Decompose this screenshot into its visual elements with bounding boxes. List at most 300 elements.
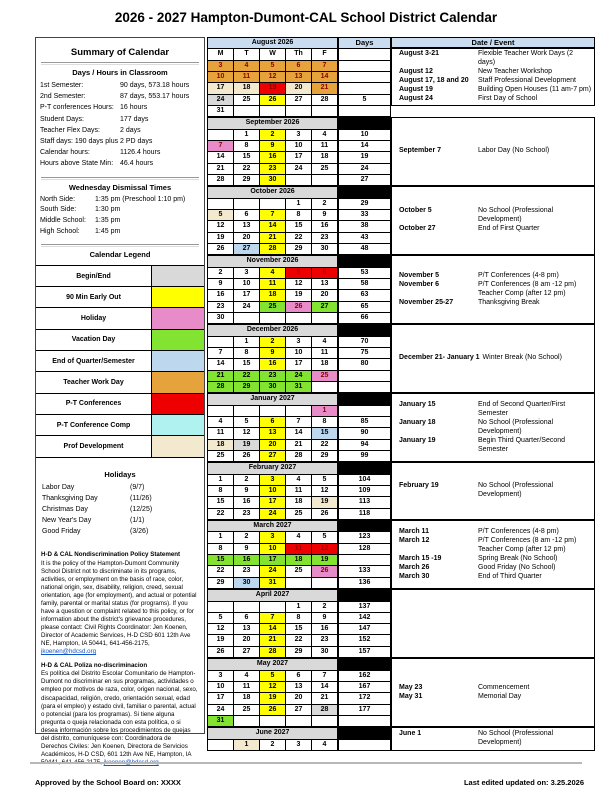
- day-cell: 5: [234, 417, 260, 428]
- month-calendar: [207, 117, 338, 186]
- month-title: June 2027: [208, 728, 338, 739]
- day-cell: 22: [208, 566, 234, 577]
- week-count-cell: 14: [338, 141, 391, 152]
- week-count-cell: 157: [338, 647, 391, 658]
- day-cell: [286, 175, 312, 186]
- days-column: [338, 255, 391, 324]
- day-cell: 18: [208, 440, 234, 451]
- day-cell: 2: [260, 130, 286, 141]
- dismissal-label: North Side:: [40, 195, 76, 203]
- event-description: Flexible Teacher Work Days (2 days): [478, 50, 574, 67]
- day-cell: 14: [260, 221, 286, 232]
- month-calendar: [207, 658, 338, 727]
- day-cell: 10: [260, 544, 286, 555]
- summary-rows: [36, 80, 204, 170]
- approved-text: Approved by the School Board on: XXXX: [35, 778, 181, 787]
- week-count-cell: 80: [338, 359, 391, 370]
- event-row: [399, 546, 592, 555]
- day-cell: 15: [286, 624, 312, 635]
- day-cell: 4: [312, 130, 338, 141]
- week-count-cell: 29: [338, 199, 391, 210]
- week-count-cell: 172: [338, 693, 391, 704]
- day-cell: 19: [208, 233, 234, 244]
- day-cell: 27: [234, 244, 260, 255]
- day-cell: 29: [312, 451, 338, 462]
- day-cell: 20: [286, 693, 312, 704]
- day-cell: 26: [234, 451, 260, 462]
- month-section: [207, 255, 595, 324]
- events-column: [391, 324, 595, 393]
- day-cell: 12: [208, 221, 234, 232]
- holiday-row: [36, 504, 204, 515]
- month-section: [207, 462, 595, 520]
- day-cell: 8: [208, 544, 234, 555]
- day-cell: 23: [234, 509, 260, 520]
- week-count-cell: 19: [338, 152, 391, 163]
- legend-label: Prof Development: [36, 436, 152, 456]
- day-cell: 4: [286, 475, 312, 486]
- week-count-cell: 58: [338, 279, 391, 290]
- divider: [41, 62, 199, 65]
- day-cell: 30: [260, 175, 286, 186]
- day-cell: 31: [286, 382, 312, 393]
- week-count-cell: 177: [338, 705, 391, 716]
- dismissal-row: [36, 205, 204, 216]
- policy-en: [36, 551, 204, 656]
- holiday-row: [36, 493, 204, 504]
- event-description: Commencement: [478, 683, 530, 691]
- week-count-cell: 137: [338, 602, 391, 613]
- day-cell: 8: [312, 417, 338, 428]
- page-title: 2026 - 2027 Hampton-Dumont-CAL School District Calendar: [114, 10, 498, 25]
- summary-row: [36, 102, 204, 113]
- event-description: Thanksgiving Break: [478, 298, 540, 306]
- event-row: [399, 50, 592, 68]
- event-row: [399, 207, 592, 225]
- holidays-heading: Holidays: [104, 469, 136, 479]
- day-cell: [260, 106, 286, 117]
- day-cell: 10: [286, 141, 312, 152]
- day-cell: 7: [260, 613, 286, 624]
- policy-es: [36, 662, 204, 767]
- day-cell: [286, 313, 312, 324]
- day-cell: [286, 406, 312, 417]
- event-description: No School (Professional Development): [478, 730, 554, 747]
- legend-row: [36, 415, 204, 436]
- events-column: [391, 255, 595, 324]
- days-column-spacer: [338, 521, 391, 532]
- holiday-row: [36, 526, 204, 537]
- day-cell: 9: [312, 613, 338, 624]
- day-cell: 22: [208, 509, 234, 520]
- day-cell: 3: [260, 532, 286, 543]
- event-row: [399, 528, 592, 537]
- day-cell: 3: [208, 671, 234, 682]
- week-count-cell: 63: [338, 290, 391, 301]
- day-cell: 25: [208, 451, 234, 462]
- day-cell: 19: [260, 83, 286, 94]
- day-cell: 1: [208, 475, 234, 486]
- day-cell: 14: [208, 152, 234, 163]
- month-calendar: [207, 589, 338, 658]
- event-date: October 27: [399, 225, 436, 233]
- event-row: [399, 354, 592, 363]
- event-row: [399, 225, 592, 234]
- summary-row: [36, 136, 204, 147]
- day-cell: 7: [208, 348, 234, 359]
- day-cell: [260, 716, 286, 727]
- month-title: September 2026: [208, 118, 338, 129]
- legend-label: Vacation Day: [36, 330, 152, 350]
- event-description: P/T Conferences (4-8 pm): [478, 527, 559, 535]
- day-cell: 1: [208, 532, 234, 543]
- day-cell: 6: [312, 268, 338, 279]
- legend-row: [36, 266, 204, 287]
- day-cell: 25: [234, 95, 260, 106]
- event-description: First Day of School: [478, 95, 538, 103]
- day-cell: 26: [312, 566, 338, 577]
- day-cell: 12: [208, 624, 234, 635]
- week-count-cell: 38: [338, 221, 391, 232]
- day-cell: 20: [260, 440, 286, 451]
- summary-value: 16 hours: [120, 104, 148, 112]
- day-cell: 30: [234, 578, 260, 589]
- day-cell: 21: [208, 164, 234, 175]
- day-cell: 1: [286, 199, 312, 210]
- dismissal-value: 1:45 pm: [95, 228, 121, 236]
- day-cell: 9: [234, 544, 260, 555]
- day-cell: 17: [260, 555, 286, 566]
- day-cell: [286, 106, 312, 117]
- day-cell: 30: [312, 244, 338, 255]
- day-cell: 9: [234, 486, 260, 497]
- policy-en-body: It is the policy of the Hampton-Dumont Community School District not to discriminate in its programs, activities, or employment on the basis of race, color, national origin, sex, disability, religion, creed, sexual orientation, age (for employment), and actual or potential family, parental or marital status (for programs). If you have a question or complaint related to this policy, or for information about the district's grievance procedures, please contact: Civil Rights Coordinator: Jen Koenen, Director of Academic Services, H-D CSD 601 12th Ave NE, Hampton, IA 50441, 641-456-2175,: [41, 559, 197, 648]
- summary-row: [36, 80, 204, 91]
- event-row: [399, 290, 592, 299]
- event-description: Labor Day (No School): [478, 147, 550, 155]
- day-cell: [234, 199, 260, 210]
- event-date: November 5: [399, 271, 440, 279]
- day-cell: 1: [234, 337, 260, 348]
- day-cell: 15: [208, 555, 234, 566]
- event-date: September 7: [399, 147, 442, 155]
- event-row: [399, 482, 592, 500]
- day-cell: 4: [234, 671, 260, 682]
- day-cell: 4: [234, 61, 260, 72]
- month-section: [207, 324, 595, 393]
- day-cell: 10: [260, 486, 286, 497]
- day-cell: 7: [208, 141, 234, 152]
- day-cell: 5: [260, 671, 286, 682]
- event-description: End of Second Quarter/First Semester: [478, 401, 566, 418]
- policy-en-email-link[interactable]: jkoenen@hdcsd.org: [41, 648, 97, 656]
- legend-color-swatch: [152, 330, 204, 350]
- day-cell: 5: [286, 268, 312, 279]
- events-column: [391, 393, 595, 462]
- day-cell: [312, 716, 338, 727]
- week-count-cell: [338, 49, 391, 60]
- month-events-box: [391, 393, 595, 462]
- day-cell: [260, 602, 286, 613]
- week-count-cell: 90: [338, 428, 391, 439]
- event-date: November 6: [399, 280, 440, 288]
- day-cell: 6: [234, 210, 260, 221]
- month-section: [207, 589, 595, 658]
- day-cell: 16: [260, 152, 286, 163]
- event-date: March 12: [399, 536, 430, 544]
- day-cell: 11: [234, 72, 260, 83]
- day-cell: 14: [260, 624, 286, 635]
- month-events-box: [391, 186, 595, 255]
- event-date: March 15 -19: [399, 554, 442, 562]
- summary-value: 2 days: [120, 126, 141, 134]
- event-description: Teacher Comp (after 12 pm): [478, 545, 566, 553]
- week-count-cell: 85: [338, 417, 391, 428]
- legend-color-swatch: [152, 415, 204, 435]
- holiday-date: (11/26): [130, 494, 152, 502]
- event-description: Spring Break (No School): [478, 554, 558, 562]
- holiday-name: Good Friday: [42, 528, 81, 536]
- day-cell: 23: [208, 302, 234, 313]
- legend-row: [36, 308, 204, 329]
- month-events-box: [391, 48, 595, 106]
- day-cell: 4: [260, 268, 286, 279]
- day-cell: 25: [286, 566, 312, 577]
- events-column: [391, 186, 595, 255]
- day-cell: 15: [286, 221, 312, 232]
- legend-heading: Calendar Legend: [89, 249, 151, 259]
- holiday-list: [36, 482, 204, 538]
- day-cell: 6: [260, 417, 286, 428]
- day-cell: 13: [286, 682, 312, 693]
- legend-label: P-T Conference Comp: [36, 415, 152, 435]
- day-cell: 15: [234, 359, 260, 370]
- day-cell: 5: [260, 61, 286, 72]
- day-cell: 21: [260, 233, 286, 244]
- day-cell: 11: [208, 428, 234, 439]
- day-cell: [234, 406, 260, 417]
- day-cell: 31: [260, 578, 286, 589]
- month-events-box: [391, 117, 595, 186]
- day-cell: 9: [260, 348, 286, 359]
- month-title: January 2027: [208, 394, 338, 405]
- summary-label: Staff days: 190 days plus 2 PD days: [40, 137, 153, 145]
- holiday-date: (12/25): [130, 505, 153, 513]
- event-description: End of Third Quarter: [478, 572, 542, 580]
- week-count-cell: 167: [338, 682, 391, 693]
- day-cell: 18: [312, 152, 338, 163]
- day-cell: 3: [286, 337, 312, 348]
- summary-heading: Summary of Calendar: [70, 47, 170, 58]
- week-count-cell: 147: [338, 624, 391, 635]
- month-events-box: [391, 727, 595, 751]
- event-date: August 17, 18 and 20: [399, 77, 469, 85]
- days-column-spacer: [338, 463, 391, 474]
- event-date: May 31: [399, 692, 423, 700]
- day-cell: 4: [312, 337, 338, 348]
- event-description: End of First Quarter: [478, 225, 540, 233]
- day-cell: 12: [312, 544, 338, 555]
- day-cell: 24: [260, 566, 286, 577]
- day-cell: 12: [312, 486, 338, 497]
- event-date: August 12: [399, 68, 433, 76]
- week-count-cell: 27: [338, 175, 391, 186]
- event-row: [399, 419, 592, 437]
- event-date: August 3-21: [399, 50, 440, 58]
- legend-row: [36, 394, 204, 415]
- event-row: [399, 537, 592, 546]
- day-cell: 29: [286, 647, 312, 658]
- week-count-cell: 128: [338, 544, 391, 555]
- day-cell: 20: [312, 290, 338, 301]
- month-section: [207, 393, 595, 462]
- event-row: [399, 437, 592, 455]
- summary-label: Teacher Flex Days:: [40, 126, 100, 134]
- day-cell: 11: [234, 682, 260, 693]
- day-cell: 16: [234, 555, 260, 566]
- day-cell: [208, 199, 234, 210]
- day-cell: [208, 406, 234, 417]
- day-cell: 6: [286, 61, 312, 72]
- summary-row: [36, 147, 204, 158]
- event-row: [399, 68, 592, 77]
- day-cell: 1: [234, 740, 260, 751]
- day-cell: 9: [208, 279, 234, 290]
- week-count-cell: 109: [338, 486, 391, 497]
- event-date: January 15: [399, 401, 436, 409]
- legend-label: Begin/End: [36, 266, 152, 286]
- day-cell: [312, 106, 338, 117]
- event-description: Winter Break (No School): [482, 354, 562, 362]
- policy-es-email-link[interactable]: jkoenen@hdcsd.org: [103, 759, 159, 767]
- day-cell: 25: [286, 509, 312, 520]
- day-cell: 17: [286, 359, 312, 370]
- day-cell: 29: [208, 578, 234, 589]
- day-cell: 1: [286, 602, 312, 613]
- event-description: No School (Professional Development): [478, 418, 554, 435]
- day-cell: 27: [260, 451, 286, 462]
- day-cell: 26: [260, 705, 286, 716]
- day-cell: 20: [234, 233, 260, 244]
- day-cell: 14: [312, 682, 338, 693]
- content-wrap: [35, 37, 595, 767]
- days-column: [338, 727, 391, 751]
- day-cell: 28: [208, 382, 234, 393]
- event-row: [399, 564, 592, 573]
- day-cell: 12: [260, 682, 286, 693]
- month-section: [207, 658, 595, 727]
- month-events-box: [391, 589, 595, 658]
- summary-row: [36, 114, 204, 125]
- event-row: [399, 401, 592, 419]
- day-cell: 27: [286, 95, 312, 106]
- legend-color-swatch: [152, 436, 204, 456]
- day-cell: 21: [286, 440, 312, 451]
- policy-es-heading: H-D & CAL Poliza no-discriminacion: [41, 662, 148, 670]
- day-cell: 1: [312, 406, 338, 417]
- day-cell: 25: [260, 302, 286, 313]
- day-cell: [234, 716, 260, 727]
- legend-label: Holiday: [36, 308, 152, 328]
- holiday-name: Labor Day: [42, 483, 75, 491]
- day-cell: 1: [234, 130, 260, 141]
- summary-label: 2nd Semester:: [40, 93, 86, 101]
- month-calendar: [207, 324, 338, 393]
- legend-color-swatch: [152, 351, 204, 371]
- summary-panel: [35, 37, 205, 767]
- week-count-cell: [338, 555, 391, 566]
- day-cell: 28: [286, 451, 312, 462]
- week-count-cell: [338, 371, 391, 382]
- day-cell: 7: [312, 671, 338, 682]
- day-cell: 2: [312, 602, 338, 613]
- days-column: [338, 589, 391, 658]
- day-cell: 4: [286, 532, 312, 543]
- day-cell: 22: [234, 164, 260, 175]
- event-description: New Teacher Workshop: [478, 68, 553, 76]
- day-cell: 10: [234, 279, 260, 290]
- events-column: [391, 520, 595, 589]
- weekday-header-cell: T: [234, 49, 260, 60]
- event-row: [399, 95, 592, 104]
- week-count-cell: 65: [338, 302, 391, 313]
- day-cell: 26: [260, 95, 286, 106]
- summary-value: 1126.4 hours: [120, 149, 161, 157]
- day-cell: 28: [312, 95, 338, 106]
- week-count-cell: [338, 83, 391, 94]
- legend-color-swatch: [152, 308, 204, 328]
- day-cell: 18: [286, 555, 312, 566]
- legend-row: [36, 372, 204, 393]
- month-section: [207, 117, 595, 186]
- holiday-date: (9/7): [130, 483, 145, 491]
- event-description: P/T Conferences (4-8 pm): [478, 271, 559, 279]
- event-date: August 24: [399, 95, 433, 103]
- event-description: Begin Third Quarter/Second Semester: [478, 436, 566, 453]
- legend-row: [36, 330, 204, 351]
- month-title: August 2026: [208, 38, 338, 49]
- day-cell: 6: [234, 613, 260, 624]
- summary-row: [36, 125, 204, 136]
- day-cell: 2: [312, 199, 338, 210]
- summary-row: [36, 91, 204, 102]
- dismissal-heading: Wednesday Dismissal Times: [68, 182, 172, 192]
- holiday-date: (1/1): [130, 517, 145, 525]
- week-count-cell: 142: [338, 613, 391, 624]
- days-column: [338, 393, 391, 462]
- day-cell: 8: [286, 613, 312, 624]
- calendar-legend: [36, 265, 204, 458]
- holiday-row: [36, 482, 204, 493]
- month-events-box: [391, 520, 595, 589]
- event-description: P/T Conferences (8 am -12 pm): [478, 280, 577, 288]
- week-count-cell: [338, 72, 391, 83]
- day-cell: 23: [312, 635, 338, 646]
- event-row: [399, 573, 592, 582]
- day-cell: [312, 313, 338, 324]
- week-count-cell: [338, 740, 391, 751]
- last-edited-text: Last edited updated on: 3.25.2026: [463, 778, 584, 787]
- week-count-cell: 53: [338, 268, 391, 279]
- month-events-box: [391, 658, 595, 727]
- day-cell: 19: [208, 635, 234, 646]
- day-cell: 24: [208, 95, 234, 106]
- event-description: No School (Professional Development): [478, 482, 554, 499]
- event-row: [399, 77, 592, 86]
- summary-row: [36, 158, 204, 169]
- week-count-cell: 33: [338, 210, 391, 221]
- day-cell: 16: [260, 359, 286, 370]
